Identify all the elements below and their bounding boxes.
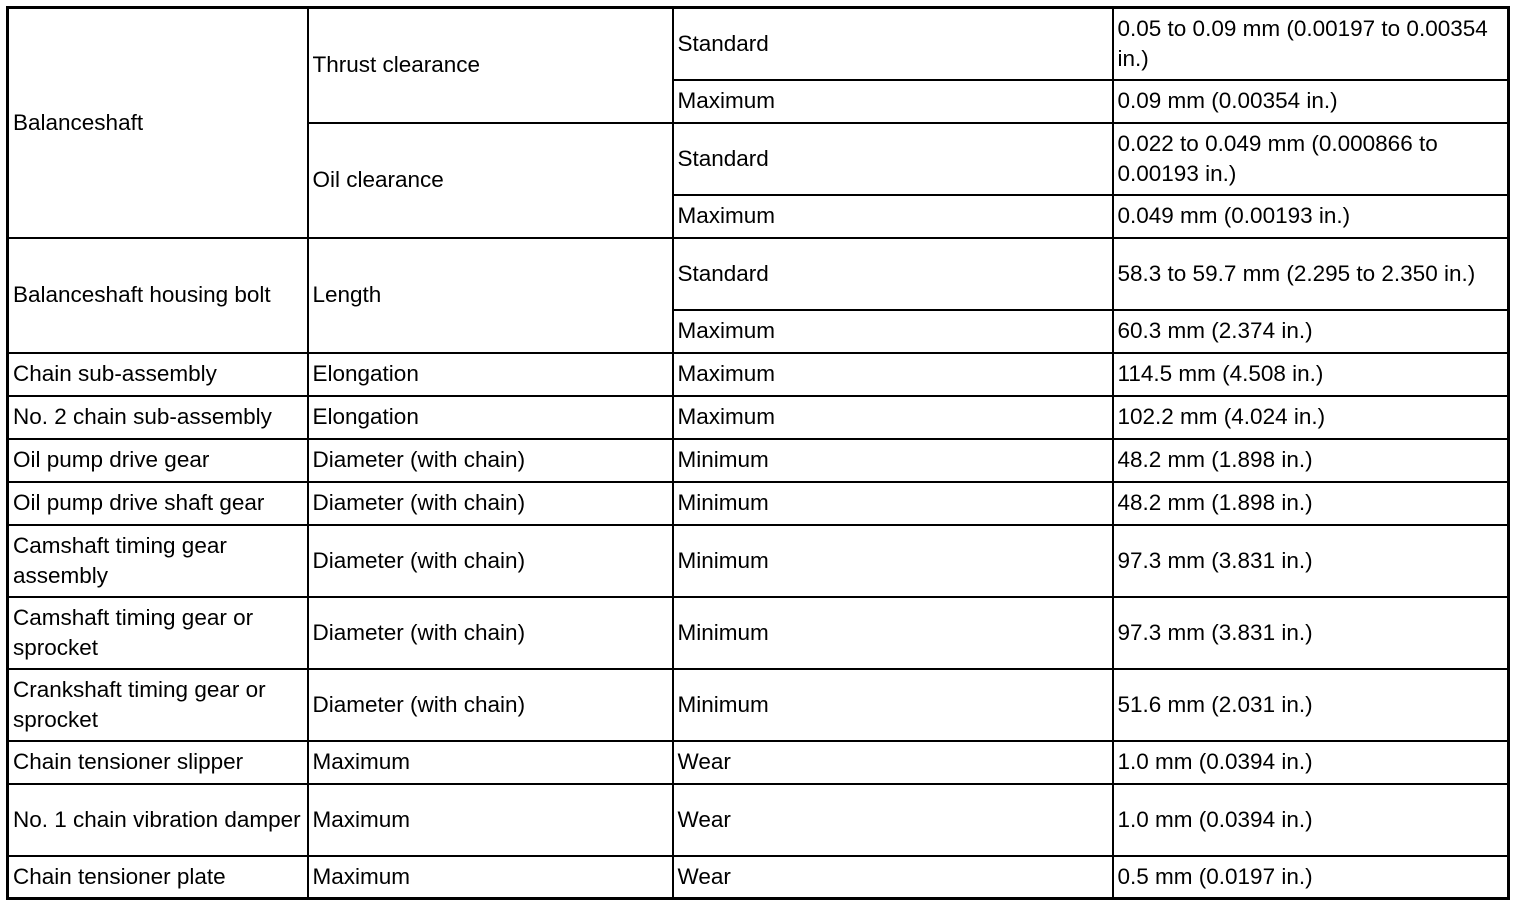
table-row [8,439,1509,482]
table-row [8,741,1509,784]
condition-cell: Minimum [673,525,1113,597]
part-cell: Oil pump drive gear [8,439,308,482]
condition-cell: Wear [673,784,1113,856]
spec-cell: 97.3 mm (3.831 in.) [1113,597,1509,669]
spec-cell: 51.6 mm (2.031 in.) [1113,669,1509,741]
item-cell: Diameter (with chain) [308,597,673,669]
item-cell: Diameter (with chain) [308,482,673,525]
table-row [8,8,1509,80]
item-cell: Diameter (with chain) [308,525,673,597]
item-cell: Length [308,238,673,353]
condition-cell: Maximum [673,310,1113,353]
part-cell: Chain tensioner slipper [8,741,308,784]
spec-cell: 48.2 mm (1.898 in.) [1113,482,1509,525]
table-row [8,669,1509,741]
item-cell: Diameter (with chain) [308,439,673,482]
part-cell: Crankshaft timing gear or sprocket [8,669,308,741]
part-cell: No. 1 chain vibration damper [8,784,308,856]
table-row [8,784,1509,856]
part-cell: Oil pump drive shaft gear [8,482,308,525]
condition-cell: Minimum [673,597,1113,669]
spec-cell: 0.09 mm (0.00354 in.) [1113,80,1509,123]
spec-cell: 102.2 mm (4.024 in.) [1113,396,1509,439]
spec-cell: 114.5 mm (4.508 in.) [1113,353,1509,396]
condition-cell: Maximum [673,195,1113,238]
spec-cell: 1.0 mm (0.0394 in.) [1113,784,1509,856]
table-row [8,238,1509,310]
item-cell: Thrust clearance [308,8,673,123]
table-row [8,396,1509,439]
condition-cell: Standard [673,123,1113,195]
condition-cell: Minimum [673,482,1113,525]
item-cell: Diameter (with chain) [308,669,673,741]
specification-table [6,6,1510,900]
spec-cell: 48.2 mm (1.898 in.) [1113,439,1509,482]
part-cell: Balanceshaft [8,8,308,238]
condition-cell: Wear [673,741,1113,784]
spec-cell: 1.0 mm (0.0394 in.) [1113,741,1509,784]
item-cell: Oil clearance [308,123,673,238]
item-cell: Maximum [308,741,673,784]
condition-cell: Minimum [673,439,1113,482]
spec-cell: 0.022 to 0.049 mm (0.000866 to 0.00193 in.) [1113,123,1509,195]
condition-cell: Maximum [673,353,1113,396]
item-cell: Elongation [308,396,673,439]
spec-cell: 0.049 mm (0.00193 in.) [1113,195,1509,238]
part-cell: Camshaft timing gear assembly [8,525,308,597]
item-cell: Elongation [308,353,673,396]
condition-cell: Maximum [673,80,1113,123]
table-row [8,525,1509,597]
spec-cell: 60.3 mm (2.374 in.) [1113,310,1509,353]
part-cell: Camshaft timing gear or sprocket [8,597,308,669]
spec-cell: 0.05 to 0.09 mm (0.00197 to 0.00354 in.) [1113,8,1509,80]
item-cell: Maximum [308,856,673,899]
spec-cell: 97.3 mm (3.831 in.) [1113,525,1509,597]
condition-cell: Standard [673,8,1113,80]
table-row [8,597,1509,669]
part-cell: Chain sub-assembly [8,353,308,396]
condition-cell: Standard [673,238,1113,310]
condition-cell: Minimum [673,669,1113,741]
part-cell: Chain tensioner plate [8,856,308,899]
table-row [8,856,1509,899]
spec-cell: 58.3 to 59.7 mm (2.295 to 2.350 in.) [1113,238,1509,310]
condition-cell: Wear [673,856,1113,899]
part-cell: Balanceshaft housing bolt [8,238,308,353]
table-row [8,482,1509,525]
table-row [8,353,1509,396]
part-cell: No. 2 chain sub-assembly [8,396,308,439]
condition-cell: Maximum [673,396,1113,439]
spec-cell: 0.5 mm (0.0197 in.) [1113,856,1509,899]
item-cell: Maximum [308,784,673,856]
